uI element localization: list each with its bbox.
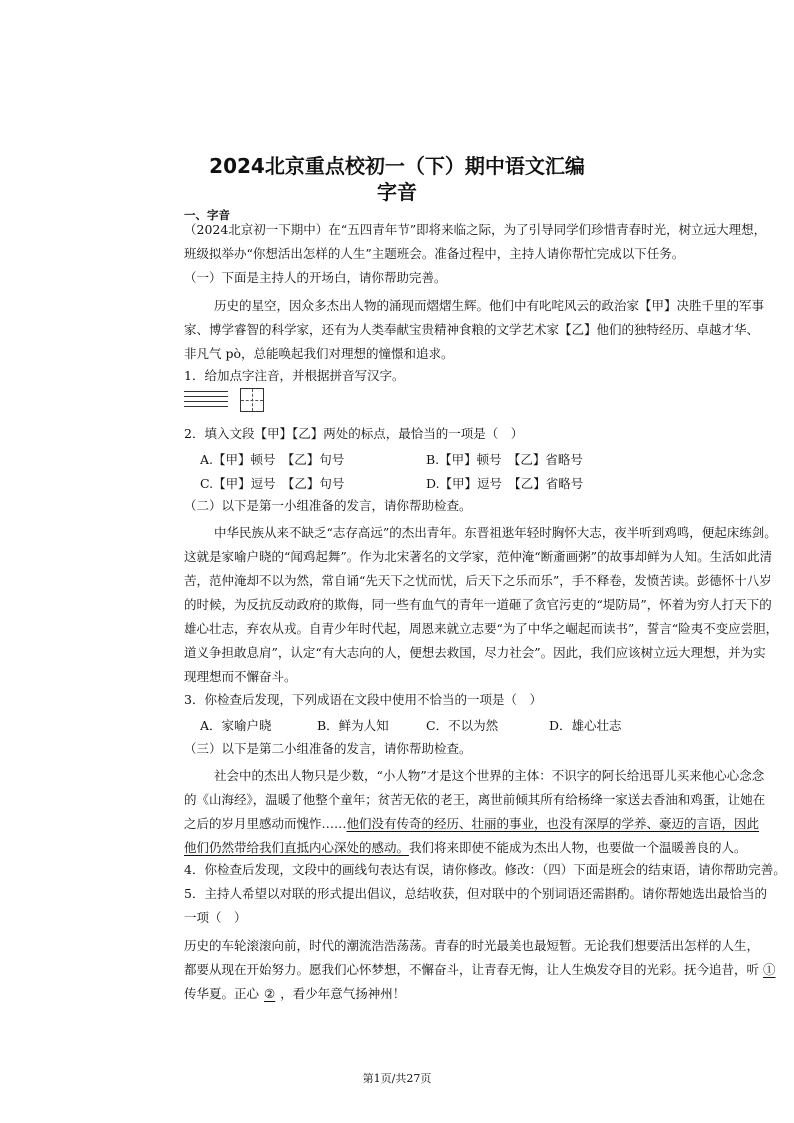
- character-grid-box[interactable]: [240, 388, 264, 412]
- question-4: 4．你检查后发现，文段中的画线句表达有误，请你修改。修改：（四）下面是班会的结束语，请你帮助完善。: [184, 862, 786, 877]
- passage2-line-4: 的时候，为反抗反动政府的欺侮，同一些有血气的青年一道砸了贪官污吏的“堤防局”，怀着为穷人打天下的: [184, 597, 772, 612]
- passage2-line-2: 这就是家喻户晓的“闻鸡起舞”。作为北宋著名的文学家，范仲淹“断齑画粥”的故事却鲜为人知。生活如此清: [184, 549, 773, 564]
- closing-line-3-a: 传华夏。正心: [184, 986, 260, 1001]
- passage3-line-4-plain: 我们将来即使不能成为杰出人物，也要做一个温暖善良的人。: [409, 840, 747, 855]
- intro-line-1: （2024北京初一下期中）在“五四青年节”即将来临之际，为了引导同学们珍惜青春时光，树立远大理想，: [184, 222, 767, 237]
- part1-heading: （一）下面是主持人的开场白，请你帮助完善。: [184, 270, 447, 285]
- page-title: 2024北京重点校初一（下）期中语文汇编: [209, 154, 585, 178]
- passage3-line-4: [184, 838, 747, 856]
- passage1-line-1: 历史的星空，因众多杰出人物的涌现而熠熠生辉。他们中有叱咤风云的政治家【甲】决胜千里的军事: [214, 298, 765, 313]
- q3-option-a[interactable]: A．家喻户晓: [200, 718, 272, 733]
- underlined-sentence-part-2: 他们仍然带给我们直抵内心深处的感动。: [184, 840, 410, 855]
- part3-heading: （三）以下是第二小组准备的发言，请你帮助检查。: [184, 741, 472, 756]
- closing-line-2: [184, 960, 776, 978]
- page-footer: 第1页/共27页: [362, 1072, 432, 1085]
- passage2-line-6: 道义争担敢息肩”，认定“有大志向的人，便想去救国，尽力社会”。因此，我们应该树立远大理想，并为实: [184, 645, 766, 660]
- passage2-line-5: 雄心壮志，弃农从戎。自青少年时代起，周恩来就立志要“为了中华之崛起而读书”，誓言“险夷不变应尝胆，: [184, 621, 779, 636]
- passage2-line-1: 中华民族从来不缺乏“志存高远”的杰出青年。东晋祖逖年轻时胸怀大志，夜半听到鸡鸣，便起床练剑。: [214, 525, 777, 540]
- passage3-line-3-plain: 之后的岁月里感动而愧怍……: [184, 816, 347, 831]
- q2-option-a[interactable]: A.【甲】顿号 【乙】句号: [200, 452, 345, 467]
- closing-line-3: [184, 984, 405, 1002]
- underlined-sentence-part-1: 他们没有传奇的经历、壮丽的事业，也没有深厚的学养、豪迈的言语，因此: [346, 816, 760, 831]
- q3-option-d[interactable]: D．雄心壮志: [549, 718, 622, 733]
- pinyin-answer-lines[interactable]: [184, 391, 228, 411]
- part2-heading: （二）以下是第一小组准备的发言，请你帮助检查。: [184, 498, 472, 513]
- passage3-line-3: [184, 814, 759, 832]
- q2-option-d[interactable]: D.【甲】逗号 【乙】省略号: [426, 476, 584, 491]
- question-3: 3．你检查后发现，下列成语在文段中使用不恰当的一项是（ ）: [184, 692, 542, 707]
- q2-option-b[interactable]: B.【甲】顿号 【乙】省略号: [426, 452, 583, 467]
- passage2-line-7: 现理想而不懈奋斗。: [184, 669, 297, 684]
- intro-line-2: 班级拟举办“你想活出怎样的人生”主题班会。准备过程中，主持人请你帮忙完成以下任务。: [184, 246, 685, 261]
- passage3-line-2: 的《山海经》，温暖了他整个童年；贫苦无依的老王，离世前倾其所有给杨绛一家送去香油和鸡蛋，让她在: [184, 792, 766, 807]
- q2-option-c[interactable]: C.【甲】逗号 【乙】句号: [200, 476, 345, 491]
- closing-line-2-text: 都要从现在开始努力。愿我们心怀梦想，不懈奋斗，让青春无悔，让人生焕发夺目的光彩。抚今追昔，听: [184, 962, 760, 977]
- passage1-line-3: 非凡气 pò，总能唤起我们对理想的憧憬和追求。: [184, 346, 454, 361]
- question-5-line-2: 一项（ ）: [184, 910, 247, 925]
- q3-option-b[interactable]: B．鲜为人知: [317, 718, 389, 733]
- q3-option-c[interactable]: C．不以为然: [426, 718, 499, 733]
- question-5-line-1: 5．主持人希望以对联的形式提出倡议，总结收获，但对联中的个别词语还需斟酌。请你帮她选出最恰当的: [184, 886, 767, 901]
- question-2: 2．填入文段【甲】【乙】两处的标点，最恰当的一项是（ ）: [184, 426, 524, 441]
- passage2-line-3: 苦，范仲淹却不以为然，常自诵“先天下之忧而忧，后天下之乐而乐”，手不释卷，发愤苦读。彭德怀十八岁: [184, 573, 772, 588]
- closing-line-1: 历史的车轮滚滚向前，时代的潮流浩浩荡荡。青春的时光最美也最短暂。无论我们想要活出怎样的人生，: [184, 938, 760, 953]
- passage1-line-2: 家、博学睿智的科学家，还有为人类奉献宝贵精神食粮的文学艺术家【乙】他们的独特经历、卓越才华、: [184, 322, 760, 337]
- blank-2[interactable]: ②: [264, 986, 276, 1001]
- section-heading: 一、字音: [184, 208, 230, 222]
- blank-1[interactable]: ①: [763, 962, 776, 977]
- page-subtitle: 字音: [377, 180, 417, 204]
- closing-line-3-b: ，看少年意气扬神州！: [280, 986, 406, 1001]
- passage3-line-1: 社会中的杰出人物只是少数，“小人物”才是这个世界的主体：不识字的阿长给迅哥儿买来他心心念念: [214, 768, 765, 783]
- question-1: 1．给加点字注音，并根据拼音写汉字。: [184, 368, 405, 383]
